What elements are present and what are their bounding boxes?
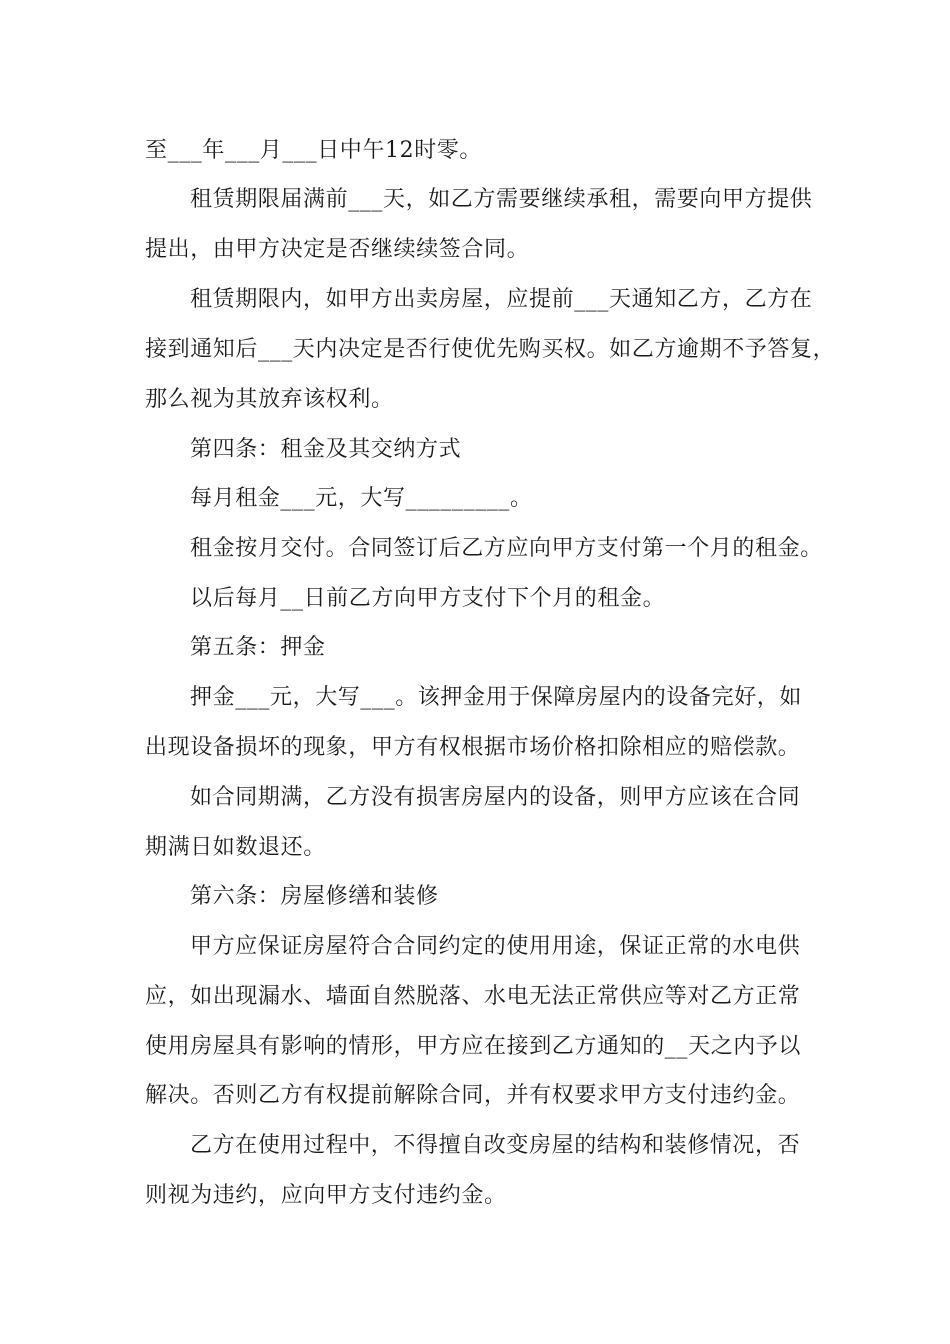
text-line: 租赁期限届满前___天，如乙方需要继续承租，需要向甲方提供 — [190, 187, 813, 212]
text-line: 乙方在使用过程中，不得擅自改变房屋的结构和装修情况，否 — [190, 1133, 801, 1158]
text-line: 解决。否则乙方有权提前解除合同，并有权要求甲方支付违约金。 — [145, 1083, 801, 1108]
text-line: 提出，由甲方决定是否继续续签合同。 — [145, 237, 530, 262]
section-heading: 第四条：租金及其交纳方式 — [190, 437, 462, 462]
text-line: 出现设备损坏的现象，甲方有权根据市场价格扣除相应的赔偿款。 — [145, 735, 801, 760]
text-line: 应，如出现漏水、墙面自然脱落、水电无法正常供应等对乙方正常 — [145, 984, 801, 1009]
text-line: 至___年___月___日中午12时零。 — [145, 138, 482, 163]
text-line: 接到通知后___天内决定是否行使优先购买权。如乙方逾期不予答复， — [145, 337, 836, 362]
text-line: 使用房屋具有影响的情形，甲方应在接到乙方通知的__天之内予以 — [145, 1034, 802, 1059]
text-line: 期满日如数退还。 — [145, 835, 326, 860]
section-heading: 第五条：押金 — [190, 635, 326, 660]
text-line: 甲方应保证房屋符合合同约定的使用用途，保证正常的水电供 — [190, 934, 801, 959]
text-line: 以后每月__日前乙方向甲方支付下个月的租金。 — [190, 586, 666, 611]
text-line: 押金___元，大写___。该押金用于保障房屋内的设备完好，如 — [190, 685, 803, 710]
text-line: 每月租金___元，大写_________。 — [190, 486, 533, 511]
text-line: 如合同期满，乙方没有损害房屋内的设备，则甲方应该在合同 — [190, 785, 801, 810]
section-heading: 第六条：房屋修缮和装修 — [190, 884, 439, 909]
text-line: 租赁期限内，如甲方出卖房屋，应提前___天通知乙方，乙方在 — [190, 287, 813, 312]
text-line: 则视为违约，应向甲方支付违约金。 — [145, 1183, 507, 1208]
text-line: 租金按月交付。合同签订后乙方应向甲方支付第一个月的租金。 — [190, 536, 823, 561]
text-line: 那么视为其放弃该权利。 — [145, 387, 394, 412]
